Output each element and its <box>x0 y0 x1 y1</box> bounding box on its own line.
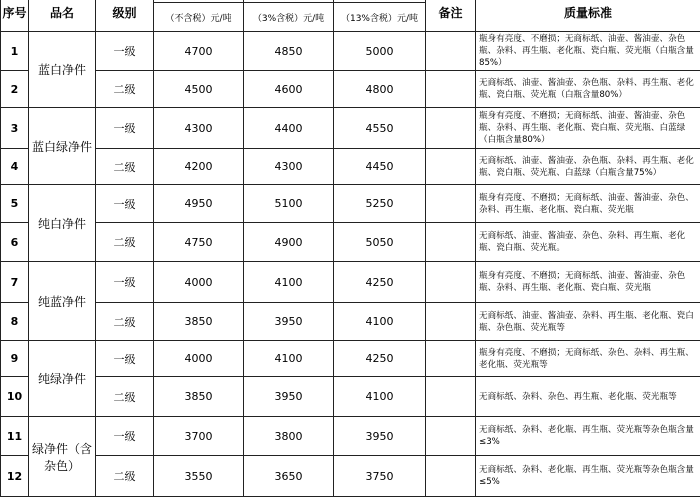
price-no-tax-cell: 4500 <box>154 71 244 108</box>
price-3pct-cell: 3650 <box>244 456 334 497</box>
remark-cell <box>426 185 476 223</box>
quality-standard-cell: 瓶身有亮度、不磨损；无商标纸、油壶、酱油壶、杂色瓶、杂料、再生瓶、老化瓶、瓷白瓶、荧光瓶 <box>476 262 700 303</box>
price-no-tax-cell: 4000 <box>154 341 244 377</box>
price-13pct-cell: 5050 <box>334 223 426 262</box>
price-13pct-cell: 4250 <box>334 341 426 377</box>
price-3pct-cell: 4900 <box>244 223 334 262</box>
seq-cell: 10 <box>1 377 29 417</box>
price-13pct-cell: 4250 <box>334 262 426 303</box>
quality-standard-cell: 瓶身有亮度、不磨损；无商标纸、油壶、酱油壶、杂色、杂料、再生瓶、老化瓶、瓷白瓶、荧光瓶 <box>476 185 700 223</box>
seq-cell: 3 <box>1 108 29 149</box>
product-name-cell: 蓝白绿净件 <box>29 108 96 185</box>
remark-cell <box>426 108 476 149</box>
price-3pct-cell: 3800 <box>244 417 334 456</box>
product-name-cell: 纯蓝净件 <box>29 262 96 341</box>
header-name: 品名 <box>29 0 96 32</box>
grade-cell: 二级 <box>96 377 154 417</box>
grade-cell: 一级 <box>96 417 154 456</box>
grade-cell: 一级 <box>96 262 154 303</box>
price-3pct-cell: 4400 <box>244 108 334 149</box>
price-13pct-cell: 4450 <box>334 149 426 185</box>
table-row <box>1 223 700 262</box>
remark-cell <box>426 223 476 262</box>
seq-cell: 6 <box>1 223 29 262</box>
price-3pct-cell: 3950 <box>244 377 334 417</box>
grade-cell: 二级 <box>96 71 154 108</box>
price-3pct-cell: 4300 <box>244 149 334 185</box>
seq-cell: 4 <box>1 149 29 185</box>
quality-standard-cell: 无商标纸、油壶、酱油壶、杂色瓶、杂料、再生瓶、老化瓶、瓷白瓶、荧光瓶、白蓝绿（白瓶含量75%） <box>476 149 700 185</box>
quality-standard-cell: 无商标纸、杂料、老化瓶、再生瓶、荧光瓶等杂色瓶含量≤3% <box>476 417 700 456</box>
seq-cell: 12 <box>1 456 29 497</box>
table-row <box>1 303 700 341</box>
header-grade: 级别 <box>96 0 154 32</box>
price-no-tax-cell: 4750 <box>154 223 244 262</box>
table-row <box>1 262 700 303</box>
quality-standard-cell: 无商标纸、杂料、杂色、再生瓶、老化瓶、荧光瓶等 <box>476 377 700 417</box>
table-row <box>1 456 700 497</box>
table-row <box>1 377 700 417</box>
seq-cell: 9 <box>1 341 29 377</box>
remark-cell <box>426 417 476 456</box>
grade-cell: 二级 <box>96 303 154 341</box>
price-3pct-cell: 4850 <box>244 32 334 71</box>
remark-cell <box>426 303 476 341</box>
header-remark: 备注 <box>426 0 476 32</box>
product-name-cell: 蓝白净件 <box>29 32 96 108</box>
price-no-tax-cell: 3850 <box>154 303 244 341</box>
grade-cell: 二级 <box>96 223 154 262</box>
remark-cell <box>426 149 476 185</box>
price-no-tax-cell: 3850 <box>154 377 244 417</box>
price-3pct-cell: 4600 <box>244 71 334 108</box>
price-no-tax-cell: 4300 <box>154 108 244 149</box>
price-13pct-cell: 5250 <box>334 185 426 223</box>
quality-standard-cell: 无商标纸、油壶、酱油壶、杂料、再生瓶、老化瓶、瓷白瓶、杂色瓶、荧光瓶等 <box>476 303 700 341</box>
grade-cell: 一级 <box>96 32 154 71</box>
table-row <box>1 341 700 377</box>
quality-standard-cell: 无商标纸、油壶、酱油壶、杂色瓶、杂料、再生瓶、老化瓶、瓷白瓶、荧光瓶（白瓶含量80%） <box>476 71 700 108</box>
price-13pct-cell: 4800 <box>334 71 426 108</box>
price-no-tax-cell: 4950 <box>154 185 244 223</box>
price-3pct-cell: 4100 <box>244 262 334 303</box>
table-row <box>1 71 700 108</box>
grade-cell: 一级 <box>96 108 154 149</box>
price-no-tax-cell: 3550 <box>154 456 244 497</box>
price-13pct-cell: 4550 <box>334 108 426 149</box>
price-3pct-cell: 3950 <box>244 303 334 341</box>
price-3pct-cell: 5100 <box>244 185 334 223</box>
table-row <box>1 108 700 149</box>
seq-cell: 5 <box>1 185 29 223</box>
quality-standard-cell: 瓶身有亮度、不磨损；无商标纸、杂色、杂料、再生瓶、老化瓶、荧光瓶等 <box>476 341 700 377</box>
grade-cell: 一级 <box>96 341 154 377</box>
remark-cell <box>426 71 476 108</box>
header-quality: 质量标准 <box>476 0 700 32</box>
price-13pct-cell: 4100 <box>334 377 426 417</box>
header-seq: 序号 <box>1 0 29 32</box>
remark-cell <box>426 377 476 417</box>
remark-cell <box>426 32 476 71</box>
quality-standard-cell: 无商标纸、杂料、老化瓶、再生瓶、荧光瓶等杂色瓶含量≤5% <box>476 456 700 497</box>
remark-cell <box>426 456 476 497</box>
header-price-13pct: （13%含税）元/吨 <box>334 3 426 32</box>
product-name-cell: 绿净件（含杂色） <box>29 417 96 497</box>
price-no-tax-cell: 3700 <box>154 417 244 456</box>
price-13pct-cell: 4100 <box>334 303 426 341</box>
seq-cell: 2 <box>1 71 29 108</box>
price-no-tax-cell: 4200 <box>154 149 244 185</box>
price-13pct-cell: 3950 <box>334 417 426 456</box>
grade-cell: 二级 <box>96 456 154 497</box>
seq-cell: 11 <box>1 417 29 456</box>
table-row <box>1 149 700 185</box>
price-no-tax-cell: 4000 <box>154 262 244 303</box>
header-price-no-tax: （不含税）元/吨 <box>154 3 244 32</box>
product-name-cell: 纯绿净件 <box>29 341 96 417</box>
seq-cell: 7 <box>1 262 29 303</box>
price-13pct-cell: 3750 <box>334 456 426 497</box>
remark-cell <box>426 341 476 377</box>
header-price-3pct: （3%含税）元/吨 <box>244 3 334 32</box>
price-no-tax-cell: 4700 <box>154 32 244 71</box>
table-row <box>1 417 700 456</box>
quality-standard-cell: 瓶身有亮度、不磨损；无商标纸、油壶、酱油壶、杂色瓶、杂料、再生瓶、老化瓶、瓷白瓶、荧光瓶（白瓶含量85%） <box>476 32 700 71</box>
quality-standard-cell: 无商标纸、油壶、酱油壶、杂色、杂料、再生瓶、老化瓶、瓷白瓶、荧光瓶。 <box>476 223 700 262</box>
remark-cell <box>426 262 476 303</box>
grade-cell: 二级 <box>96 149 154 185</box>
price-3pct-cell: 4100 <box>244 341 334 377</box>
table-row <box>1 32 700 71</box>
product-name-cell: 纯白净件 <box>29 185 96 262</box>
table-row <box>1 185 700 223</box>
grade-cell: 一级 <box>96 185 154 223</box>
price-13pct-cell: 5000 <box>334 32 426 71</box>
seq-cell: 8 <box>1 303 29 341</box>
quality-standard-cell: 瓶身有亮度、不磨损；无商标纸、油壶、酱油壶、杂色瓶、杂料、再生瓶、老化瓶、瓷白瓶、荧光瓶、白蓝绿（白瓶含量80%） <box>476 108 700 149</box>
seq-cell: 1 <box>1 32 29 71</box>
